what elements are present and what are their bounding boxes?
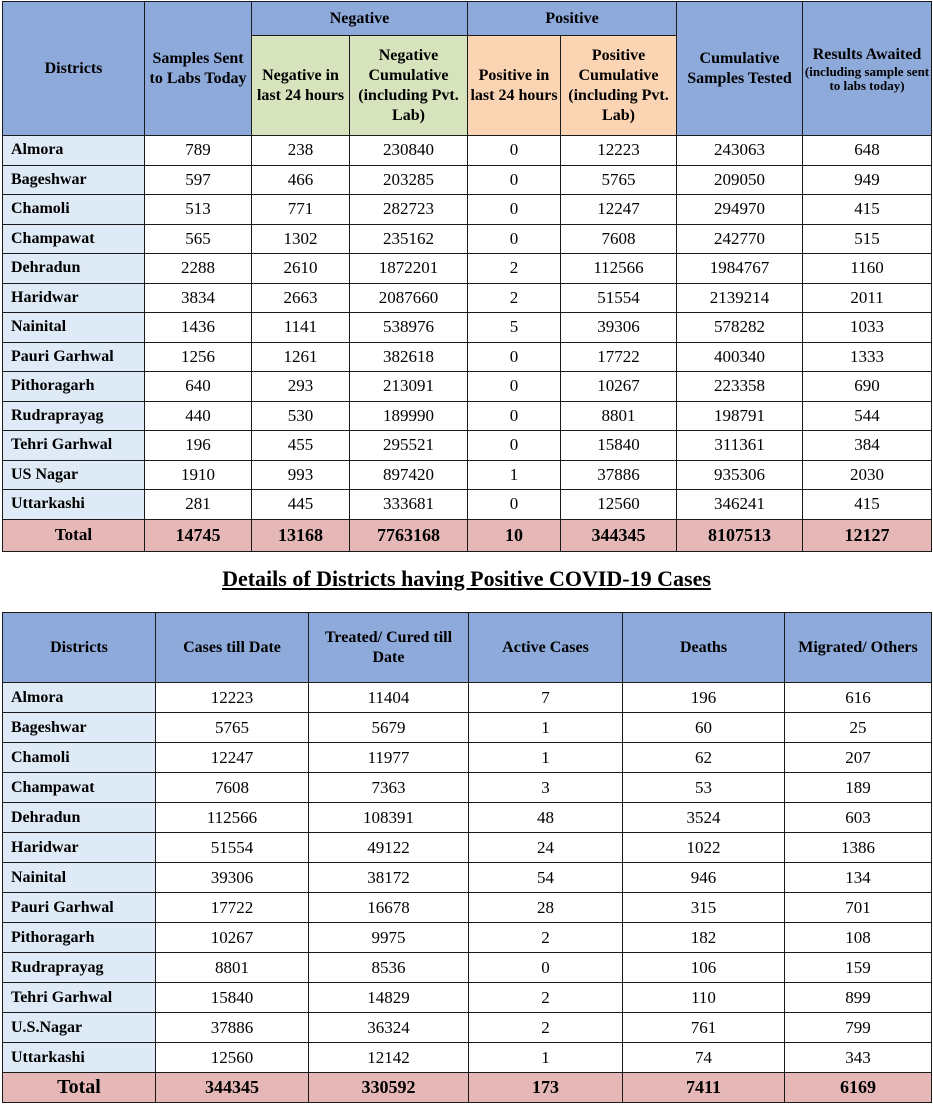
table-cell: 36324 (309, 1013, 469, 1043)
header-positive-group: Positive (468, 2, 677, 36)
table-cell: 213091 (350, 372, 468, 402)
table-cell: 16678 (309, 893, 469, 923)
table-cell: 2663 (252, 283, 350, 313)
table-cell: 48 (469, 803, 623, 833)
table-cell: 189 (785, 773, 932, 803)
results-awaited-label: Results Awaited (812, 45, 922, 63)
table-cell: 640 (145, 372, 252, 402)
district-name: Pithoragarh (3, 372, 145, 402)
table-cell: 544 (803, 401, 932, 431)
table-cell: 530 (252, 401, 350, 431)
table-cell: 15840 (156, 983, 309, 1013)
table-cell: 38172 (309, 863, 469, 893)
table-cell: 2 (469, 923, 623, 953)
table-cell: 243063 (677, 136, 803, 166)
total-label: Total (3, 519, 145, 551)
table-cell: 3834 (145, 283, 252, 313)
table-cell: 400340 (677, 342, 803, 372)
table-cell: 282723 (350, 195, 468, 225)
district-name: Haridwar (3, 833, 156, 863)
header-cases-till-date: Cases till Date (156, 613, 309, 683)
total-cell: 7763168 (350, 519, 468, 551)
table-cell: 1 (469, 1043, 623, 1073)
table-cell: 9975 (309, 923, 469, 953)
district-name: Pauri Garhwal (3, 893, 156, 923)
district-name: Champawat (3, 773, 156, 803)
header-negative-cumulative: Negative Cumulative (including Pvt. Lab) (350, 36, 468, 136)
district-name: Rudraprayag (3, 401, 145, 431)
table-cell: 0 (468, 372, 561, 402)
table-cell: 2 (469, 1013, 623, 1043)
table-row (3, 342, 932, 372)
header-samples-sent: Samples Sent to Labs Today (145, 2, 252, 136)
total-cell: 344345 (156, 1073, 309, 1103)
table-cell: 223358 (677, 372, 803, 402)
table-cell: 1022 (623, 833, 785, 863)
section-title: Details of Districts having Positive COVID-19 Cases (222, 566, 711, 591)
table-cell: 1333 (803, 342, 932, 372)
table-cell: 230840 (350, 136, 468, 166)
table-cell: 294970 (677, 195, 803, 225)
table-cell: 7 (469, 683, 623, 713)
table-cell: 515 (803, 224, 932, 254)
table-row (3, 313, 932, 343)
table-cell: 37886 (561, 460, 677, 490)
table-cell: 513 (145, 195, 252, 225)
table-cell: 0 (468, 401, 561, 431)
table-cell: 11977 (309, 743, 469, 773)
table-cell: 384 (803, 431, 932, 461)
table-cell: 1256 (145, 342, 252, 372)
table-cell: 8536 (309, 953, 469, 983)
table-cell: 159 (785, 953, 932, 983)
table-row (3, 713, 932, 743)
total-label: Total (3, 1073, 156, 1103)
table-cell: 333681 (350, 490, 468, 520)
table-cell: 565 (145, 224, 252, 254)
table-row (3, 165, 932, 195)
table-cell: 17722 (561, 342, 677, 372)
district-name: Almora (3, 683, 156, 713)
table-cell: 24 (469, 833, 623, 863)
table-cell: 690 (803, 372, 932, 402)
header-cumulative-tested: Cumulative Samples Tested (677, 2, 803, 136)
table-cell: 53 (623, 773, 785, 803)
table-cell: 25 (785, 713, 932, 743)
table-cell: 3 (469, 773, 623, 803)
table-cell: 112566 (156, 803, 309, 833)
table-cell: 799 (785, 1013, 932, 1043)
table-row (3, 431, 932, 461)
total-cell: 8107513 (677, 519, 803, 551)
table-cell: 62 (623, 743, 785, 773)
table-cell: 415 (803, 195, 932, 225)
table-cell: 10267 (561, 372, 677, 402)
table-row (3, 923, 932, 953)
table-cell: 12247 (561, 195, 677, 225)
table-cell: 789 (145, 136, 252, 166)
table-row (3, 136, 932, 166)
table-cell: 189990 (350, 401, 468, 431)
table-row (3, 863, 932, 893)
table-cell: 415 (803, 490, 932, 520)
table-cell: 382618 (350, 342, 468, 372)
table-cell: 2087660 (350, 283, 468, 313)
header-treated: Treated/ Cured till Date (309, 613, 469, 683)
table-cell: 993 (252, 460, 350, 490)
table-cell: 7608 (156, 773, 309, 803)
table-row (3, 490, 932, 520)
table-cell: 761 (623, 1013, 785, 1043)
total-cell: 6169 (785, 1073, 932, 1103)
table-cell: 12223 (156, 683, 309, 713)
table-cell: 2610 (252, 254, 350, 284)
table-cell: 295521 (350, 431, 468, 461)
table-row (3, 254, 932, 284)
results-awaited-note: (including sample sent to labs today) (804, 63, 930, 93)
table-cell: 440 (145, 401, 252, 431)
table-cell: 5679 (309, 713, 469, 743)
table-cell: 106 (623, 953, 785, 983)
table-cell: 1141 (252, 313, 350, 343)
table-cell: 281 (145, 490, 252, 520)
district-name: Almora (3, 136, 145, 166)
table-cell: 935306 (677, 460, 803, 490)
table-cell: 1 (468, 460, 561, 490)
table-cell: 5 (468, 313, 561, 343)
district-name: Champawat (3, 224, 145, 254)
table-cell: 0 (468, 431, 561, 461)
table-cell: 39306 (156, 863, 309, 893)
table-cell: 196 (623, 683, 785, 713)
total-row (3, 1073, 932, 1103)
table-cell: 899 (785, 983, 932, 1013)
table-cell: 51554 (156, 833, 309, 863)
table-cell: 110 (623, 983, 785, 1013)
table-cell: 14829 (309, 983, 469, 1013)
table-cell: 8801 (561, 401, 677, 431)
table-cell: 0 (468, 224, 561, 254)
table-cell: 0 (468, 165, 561, 195)
table-cell: 39306 (561, 313, 677, 343)
total-cell: 173 (469, 1073, 623, 1103)
table-cell: 616 (785, 683, 932, 713)
table-cell: 597 (145, 165, 252, 195)
table-cell: 1033 (803, 313, 932, 343)
table-cell: 1910 (145, 460, 252, 490)
district-name: Pauri Garhwal (3, 342, 145, 372)
table-cell: 242770 (677, 224, 803, 254)
table-cell: 8801 (156, 953, 309, 983)
table-cell: 1160 (803, 254, 932, 284)
table-cell: 1436 (145, 313, 252, 343)
header-active-cases: Active Cases (469, 613, 623, 683)
table-cell: 134 (785, 863, 932, 893)
district-name: Chamoli (3, 743, 156, 773)
table-cell: 2 (468, 283, 561, 313)
table-cell: 648 (803, 136, 932, 166)
total-cell: 14745 (145, 519, 252, 551)
table-cell: 235162 (350, 224, 468, 254)
table-row (3, 195, 932, 225)
table-row (3, 224, 932, 254)
table-cell: 771 (252, 195, 350, 225)
table-cell: 7608 (561, 224, 677, 254)
district-name: Tehri Garhwal (3, 983, 156, 1013)
table-cell: 51554 (561, 283, 677, 313)
district-name: US Nagar (3, 460, 145, 490)
table-row (3, 1043, 932, 1073)
total-cell: 13168 (252, 519, 350, 551)
table-cell: 11404 (309, 683, 469, 713)
table-cell: 0 (468, 342, 561, 372)
table-cell: 293 (252, 372, 350, 402)
district-name: Pithoragarh (3, 923, 156, 953)
table-cell: 3524 (623, 803, 785, 833)
table-cell: 12247 (156, 743, 309, 773)
district-name: Dehradun (3, 254, 145, 284)
table-cell: 207 (785, 743, 932, 773)
header-deaths: Deaths (623, 613, 785, 683)
table-cell: 17722 (156, 893, 309, 923)
header-districts: Districts (3, 2, 145, 136)
table-cell: 343 (785, 1043, 932, 1073)
total-row (3, 519, 932, 551)
district-name: Nainital (3, 313, 145, 343)
table-row (3, 683, 932, 713)
header-positive-cumulative: Positive Cumulative (including Pvt. Lab) (561, 36, 677, 136)
district-name: Haridwar (3, 283, 145, 313)
table-cell: 346241 (677, 490, 803, 520)
district-name: U.S.Nagar (3, 1013, 156, 1043)
district-name: Rudraprayag (3, 953, 156, 983)
table-row (3, 283, 932, 313)
table-cell: 60 (623, 713, 785, 743)
total-cell: 330592 (309, 1073, 469, 1103)
table-row (3, 833, 932, 863)
total-cell: 10 (468, 519, 561, 551)
district-name: Dehradun (3, 803, 156, 833)
table-cell: 311361 (677, 431, 803, 461)
table-cell: 108 (785, 923, 932, 953)
table-cell: 203285 (350, 165, 468, 195)
table-cell: 5765 (561, 165, 677, 195)
table-cell: 949 (803, 165, 932, 195)
district-name: Tehri Garhwal (3, 431, 145, 461)
table-row (3, 803, 932, 833)
table-row (3, 893, 932, 923)
table-cell: 1261 (252, 342, 350, 372)
table-cell: 238 (252, 136, 350, 166)
district-cases-table (2, 612, 932, 1103)
table-row (3, 401, 932, 431)
testing-summary-table (2, 1, 932, 552)
table-cell: 0 (468, 490, 561, 520)
table-row (3, 953, 932, 983)
table-cell: 2011 (803, 283, 932, 313)
table-cell: 209050 (677, 165, 803, 195)
district-name: Uttarkashi (3, 1043, 156, 1073)
total-cell: 7411 (623, 1073, 785, 1103)
district-name: Uttarkashi (3, 490, 145, 520)
district-name: Bageshwar (3, 713, 156, 743)
table-cell: 1386 (785, 833, 932, 863)
header-results-awaited (803, 2, 932, 136)
table-cell: 1984767 (677, 254, 803, 284)
table-cell: 182 (623, 923, 785, 953)
table-cell: 112566 (561, 254, 677, 284)
testing-table-body (3, 136, 932, 552)
total-cell: 344345 (561, 519, 677, 551)
table-cell: 49122 (309, 833, 469, 863)
table-cell: 12560 (156, 1043, 309, 1073)
table-cell: 10267 (156, 923, 309, 953)
table-cell: 2 (469, 983, 623, 1013)
header-migrated: Migrated/ Others (785, 613, 932, 683)
table-cell: 5765 (156, 713, 309, 743)
table-cell: 578282 (677, 313, 803, 343)
table-cell: 1872201 (350, 254, 468, 284)
table-cell: 701 (785, 893, 932, 923)
header-districts-2: Districts (3, 613, 156, 683)
table-cell: 0 (468, 195, 561, 225)
table-cell: 1 (469, 743, 623, 773)
table-row (3, 372, 932, 402)
table-cell: 897420 (350, 460, 468, 490)
table-cell: 455 (252, 431, 350, 461)
header-positive-24h: Positive in last 24 hours (468, 36, 561, 136)
table-cell: 28 (469, 893, 623, 923)
district-name: Chamoli (3, 195, 145, 225)
table-cell: 0 (468, 136, 561, 166)
table-row (3, 1013, 932, 1043)
table-cell: 196 (145, 431, 252, 461)
table-cell: 2 (468, 254, 561, 284)
table-row (3, 460, 932, 490)
table-cell: 198791 (677, 401, 803, 431)
table-cell: 54 (469, 863, 623, 893)
table-cell: 12223 (561, 136, 677, 166)
cases-table-body (3, 683, 932, 1103)
table-cell: 74 (623, 1043, 785, 1073)
table-row (3, 743, 932, 773)
table-cell: 1 (469, 713, 623, 743)
table-cell: 12142 (309, 1043, 469, 1073)
table-cell: 37886 (156, 1013, 309, 1043)
table-row (3, 773, 932, 803)
table-cell: 108391 (309, 803, 469, 833)
table-cell: 445 (252, 490, 350, 520)
table-cell: 1302 (252, 224, 350, 254)
table-row (3, 983, 932, 1013)
table-cell: 15840 (561, 431, 677, 461)
table-cell: 946 (623, 863, 785, 893)
district-name: Bageshwar (3, 165, 145, 195)
table-cell: 2288 (145, 254, 252, 284)
total-cell: 12127 (803, 519, 932, 551)
table-cell: 12560 (561, 490, 677, 520)
table-cell: 2139214 (677, 283, 803, 313)
table-cell: 538976 (350, 313, 468, 343)
header-negative-group: Negative (252, 2, 468, 36)
table-cell: 603 (785, 803, 932, 833)
district-name: Nainital (3, 863, 156, 893)
table-cell: 315 (623, 893, 785, 923)
header-negative-24h: Negative in last 24 hours (252, 36, 350, 136)
table-cell: 2030 (803, 460, 932, 490)
table-cell: 7363 (309, 773, 469, 803)
table-cell: 466 (252, 165, 350, 195)
table-cell: 0 (469, 953, 623, 983)
